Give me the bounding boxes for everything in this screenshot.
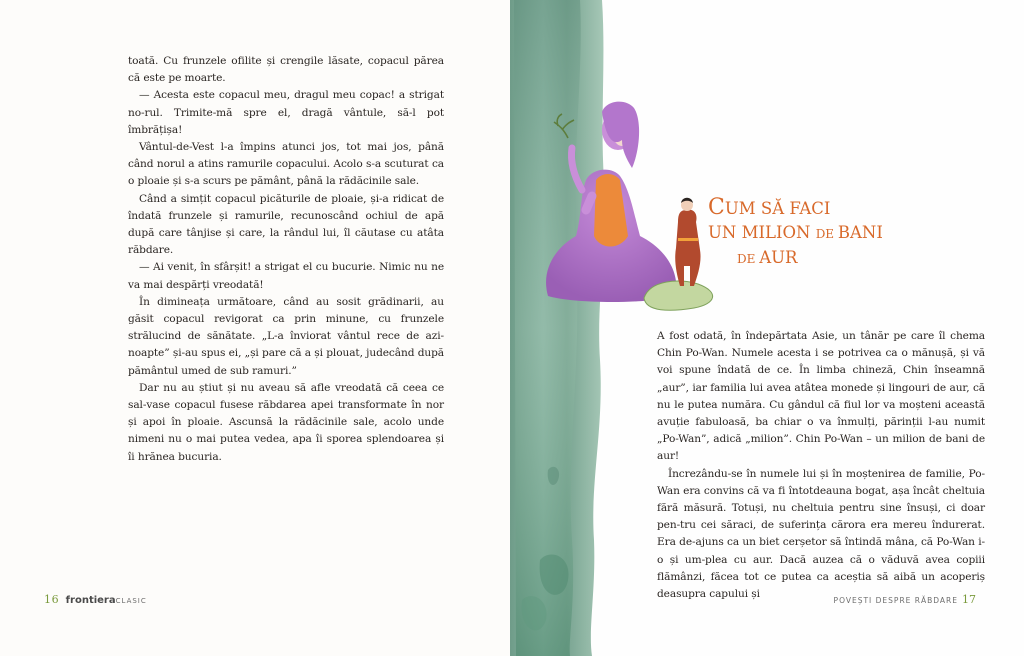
title-line-2b: DE [815, 227, 838, 241]
left-page-text [128, 53, 444, 466]
paragraph: toată. Cu frunzele ofilite și crengile lăsate, copacul părea că este pe moarte. [128, 55, 444, 85]
title-line-1: UM SĂ FACI [724, 199, 831, 218]
right-page-text [657, 328, 985, 603]
paragraph: Dar nu au știut și nu aveau să afle vreodată că ceea ce sal-vase copacul fusese răbdarea apei transformate în nor și apoi în ploaie. Ascunsă la rădăcinile sale, acolo unde nimeni nu o mai putea vedea, apa îi sporea splendoarea și îi hrănea bucuria. [128, 381, 444, 463]
folio-right [834, 593, 976, 606]
paragraph: A fost odată, în îndepărtata Asie, un tânăr pe care îl chema Chin Po-Wan. Numele acesta i se potrivea ca o mănușă, și vă voi spune îndată de ce. În limba chineză, Chin înseamnă „aur”, iar familia lui avea atâtea monede și lingouri de aur, că nu le putea număra. Cu gândul că fiul lor va moșteni această avuție fabuloasă, ba chiar o va înmulți, părinții l-au numit „Po-Wan”, adică „milion”. Chin Po-Wan – un milion de bani de aur! [657, 330, 985, 463]
title-line-3a: DE [737, 252, 760, 266]
title-line-2a: UN MILION [708, 223, 816, 242]
page-number: 16 [44, 593, 60, 606]
running-title: POVEȘTI DESPRE RĂBDARE [833, 596, 958, 605]
paragraph: — Ai venit, în sfârșit! a strigat el cu bucurie. Nimic nu ne va mai despărți vreodată! [128, 261, 444, 291]
page-number: 17 [962, 593, 976, 606]
title-line-3b: AUR [759, 248, 798, 267]
left-page [0, 0, 510, 656]
right-page [510, 0, 1024, 656]
publisher-brand: frontiera [65, 595, 116, 606]
paragraph: În dimineața următoare, când au sosit grădinarii, au găsit copacul revigorat ca prin minune, cu frunzele strălucind de sănătate. „L-a înviorat vântul rece de azi-noapte” și-au spus ei, „și pare că a și plouat, judecând după pământul umed de sub ramuri.” [128, 295, 444, 377]
paragraph: Încrezându-se în numele lui și în moștenirea de familie, Po-Wan era convins că va fi întotdeauna bogat, așa încât cheltuia fără măsură. Totuși, nu cheltuia pentru sine însuși, ci doar pen-tru cei săraci, de suferința cărora era mereu îndurerat. Era de-ajuns ca un biet cerșetor să întindă mâna, că Po-Wan i-o și um-plea cu aur. Dacă auzea că o văduvă avea copiii flămânzi, făcea tot ce putea ca aceștia să aibă un acoperiș deasupra capului și [657, 467, 985, 601]
man-belt [678, 238, 698, 241]
man-figure [675, 210, 700, 286]
folio-left [44, 593, 147, 606]
paragraph: — Acesta este copacul meu, dragul meu copac! a strigat no-rul. Trimite-mă spre el, dragă vântule, să-l pot îmbrățișa! [128, 89, 444, 136]
paragraph: Vântul-de-Vest l-a împins atunci jos, tot mai jos, până când norul a atins ramurile copacului. Acolo s-a scuturat ca o ploaie și s-a scurs pe pământ, până la rădăcinile sale. [128, 141, 444, 188]
paragraph: Când a simțit copacul picăturile de ploaie, și-a ridicat de îndată frunzele și ramurile, recunoscând ochiul de apă după care tânjise și care, la rândul lui, îl căutase cu atâta răbdare. [128, 192, 444, 257]
story-title [708, 196, 928, 271]
publisher-brand-sub: CLASIC [115, 597, 147, 605]
title-line-2c: BANI [837, 223, 883, 242]
woman-sleeve-cuff [586, 196, 592, 210]
title-initial: C [708, 195, 725, 220]
